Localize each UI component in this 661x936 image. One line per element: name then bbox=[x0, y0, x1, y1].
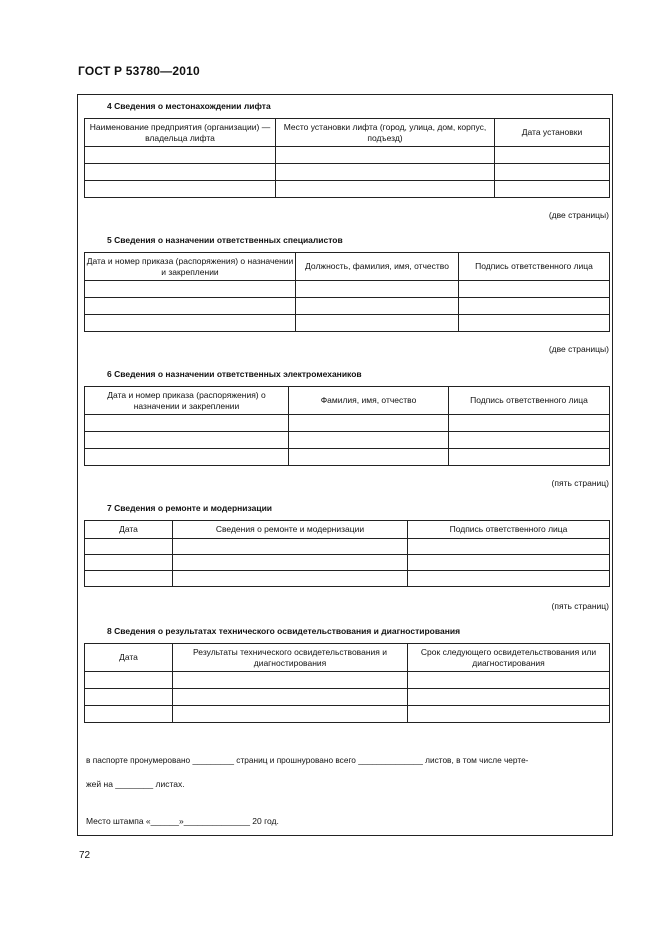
table-header: Результаты технического освидетельствования и диагностирования bbox=[173, 644, 408, 672]
table-header: Сведения о ремонте и модернизации bbox=[173, 521, 408, 539]
section-6-title: 6 Сведения о назначении ответственных электромехаников bbox=[107, 369, 362, 379]
table-header: Наименование предприятия (организации) — владельца лифта bbox=[85, 119, 276, 147]
table-header: Дата bbox=[85, 521, 173, 539]
table-header: Должность, фамилия, имя, отчество bbox=[296, 253, 459, 281]
section-8-table bbox=[84, 643, 610, 723]
table-row[interactable] bbox=[85, 432, 610, 449]
table-row[interactable] bbox=[85, 706, 610, 723]
table-row[interactable] bbox=[85, 555, 610, 571]
table-header: Подпись ответственного лица bbox=[408, 521, 610, 539]
table-row[interactable] bbox=[85, 571, 610, 587]
table-row[interactable] bbox=[85, 281, 610, 298]
stamp-line: Место штампа «______»______________ 20 год. bbox=[86, 816, 279, 826]
table-row[interactable] bbox=[85, 315, 610, 332]
table-row[interactable] bbox=[85, 449, 610, 466]
pages-note: (две страницы) bbox=[548, 344, 609, 354]
section-8-title: 8 Сведения о результатах технического освидетельствования и диагностирования bbox=[107, 626, 461, 636]
section-5-table bbox=[84, 252, 610, 332]
table-row[interactable] bbox=[85, 672, 610, 689]
table-row[interactable] bbox=[85, 689, 610, 706]
section-4-title: 4 Сведения о местонахождении лифта bbox=[107, 101, 271, 111]
table-header: Подпись ответственного лица bbox=[449, 387, 610, 415]
table-header: Срок следующего освидетельствования или диагностирования bbox=[408, 644, 610, 672]
section-7-table bbox=[84, 520, 610, 587]
table-header: Дата bbox=[85, 644, 173, 672]
pages-note: (пять страниц) bbox=[551, 601, 609, 611]
table-row[interactable] bbox=[85, 415, 610, 432]
pages-note: (пять страниц) bbox=[551, 478, 609, 488]
page-count-line: в паспорте пронумеровано _________ страниц и прошнуровано всего ______________ листов, в том числе черте- bbox=[86, 755, 529, 765]
section-6-table bbox=[84, 386, 610, 466]
section-4-table bbox=[84, 118, 610, 198]
table-row[interactable] bbox=[85, 539, 610, 555]
page-number: 72 bbox=[79, 850, 91, 861]
document-title: ГОСТ Р 53780—2010 bbox=[78, 64, 200, 78]
table-row[interactable] bbox=[85, 164, 610, 181]
table-row[interactable] bbox=[85, 181, 610, 198]
section-7-title: 7 Сведения о ремонте и модернизации bbox=[107, 503, 273, 513]
table-row[interactable] bbox=[85, 298, 610, 315]
table-header: Дата и номер приказа (распоряжения) о назначении и закреплении bbox=[85, 253, 296, 281]
table-header: Место установки лифта (город, улица, дом, корпус, подъезд) bbox=[276, 119, 495, 147]
table-header: Подпись ответственного лица bbox=[459, 253, 610, 281]
drawings-count-line: жей на ________ листах. bbox=[86, 779, 185, 789]
table-header: Фамилия, имя, отчество bbox=[289, 387, 449, 415]
pages-note: (две страницы) bbox=[548, 210, 609, 220]
table-header: Дата и номер приказа (распоряжения) о назначении и закреплении bbox=[85, 387, 289, 415]
table-header: Дата установки bbox=[495, 119, 610, 147]
section-5-title: 5 Сведения о назначении ответственных специалистов bbox=[107, 235, 343, 245]
table-row[interactable] bbox=[85, 147, 610, 164]
